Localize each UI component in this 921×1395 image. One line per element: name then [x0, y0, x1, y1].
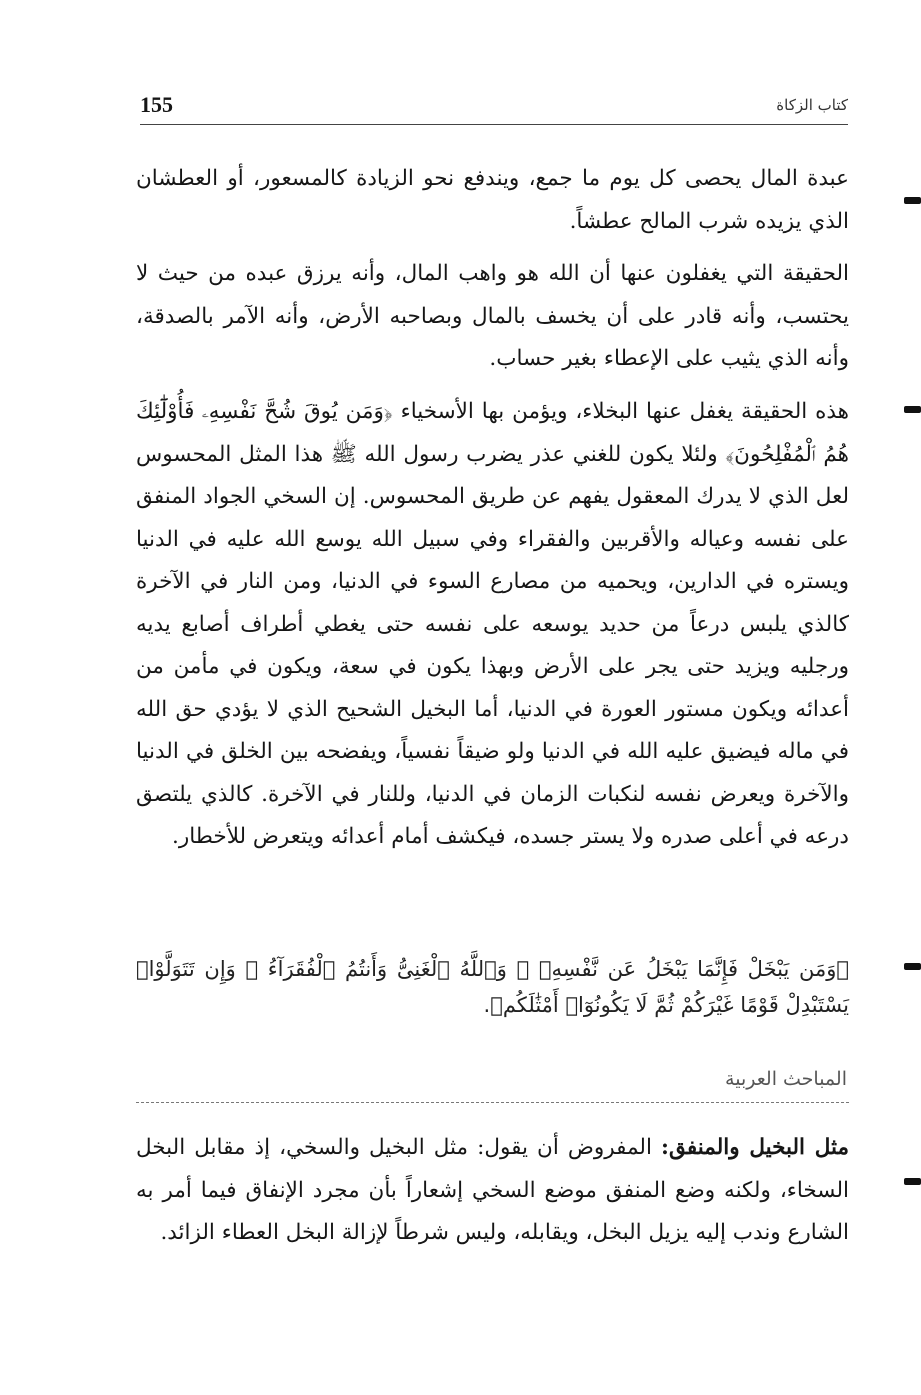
page-number: 155: [140, 92, 173, 117]
margin-mark: [904, 197, 921, 204]
defined-term: مثل البخيل والمنفق:: [661, 1135, 849, 1160]
definition-text: المفروض أن يقول: مثل البخيل والسخي، إذ مقابل البخل السخاء، ولكنه وضع المنفق موضع السخي إشعاراً بأن مجرد الإنفاق فيما أمر به الشارع وندب إليه يزيل البخل، ويقابله، وليس شرطاً لإزالة البخل العطاء الزائد.: [136, 1135, 849, 1245]
margin-mark: [904, 963, 921, 970]
quran-verse: ﴿وَمَن يَبْخَلْ فَإِنَّمَا يَبْخَلُ عَن نَّفْسِهِۦ ۚ وَٱللَّهُ ٱلْغَنِىُّ وَأَنتُمُ ٱلْفُقَرَآءُ ۚ وَإِن تَتَوَلَّوْا۟ يَسْتَبْدِلْ قَوْمًا غَيْرَكُمْ ثُمَّ لَا يَكُونُوٓا۟ أَمْثَٰلَكُم﴾.: [136, 957, 849, 1017]
margin-mark: [904, 1178, 921, 1185]
margin-mark: [904, 406, 921, 413]
paragraph-definition: [136, 1127, 849, 1255]
book-title: كتاب الزكاة: [776, 96, 848, 114]
running-header: [140, 84, 848, 125]
paragraph-1: عبدة المال يحصى كل يوم ما جمع، ويندفع نحو الزيادة كالمسعور، أو العطشان الذي يزيده شرب المالح عطشاً.: [136, 166, 849, 234]
section-heading: [136, 1062, 849, 1103]
section-heading-text: المباحث العربية: [725, 1068, 847, 1090]
paragraph-2: الحقيقة التي يغفلون عنها أن الله هو واهب المال، وأنه يرزق عبده من حيث لا يحتسب، وأنه قادر على أن يخسف بالمال وبصاحبه الأرض، وأنه الآمر بالصدقة، وأنه الذي يثيب على الإعطاء بغير حساب.: [136, 261, 849, 371]
paragraph-3: هذه الحقيقة يغفل عنها البخلاء، ويؤمن بها الأسخياء ﴿وَمَن يُوقَ شُحَّ نَفْسِهِۦ فَأُوْلَٰٓئِكَ هُمُ ٱلْمُفْلِحُونَ﴾ ولئلا يكون للغني عذر يضرب رسول الله ﷺ هذا المثل المحسوس لعل الذي لا يدرك المعقول يفهم عن طريق المحسوس. إن السخي الجواد المنفق على نفسه وعياله والأقربين والفقراء وفي سبيل الله يوسع الله عليه في الدنيا ويستره في الدارين، ويحميه من مصارع السوء في الدنيا، ومن النار في الآخرة كالذي يلبس درعاً من حديد يوسعه على نفسه حتى يغطي أطراف أصابع يديه ورجليه ويزيد حتى يجر على الأرض وبهذا يكون في سعة، ويكون في مأمن من أعدائه ويكون مستور العورة في الدنيا، أما البخيل الشحيح الذي لا يؤدي حق الله في ماله فيضيق عليه الله في الدنيا ولو ضيقاً نفسياً، ويفضحه بين الخلق في الدنيا والآخرة ويعرض نفسه لنكبات الزمان في الدنيا، وللنار في الآخرة. كالذي يلتصق درعه في أعلى صدره ولا يستر جسده، فيكشف أمام أعدائه ويتعرض للأخطار.: [136, 399, 849, 849]
